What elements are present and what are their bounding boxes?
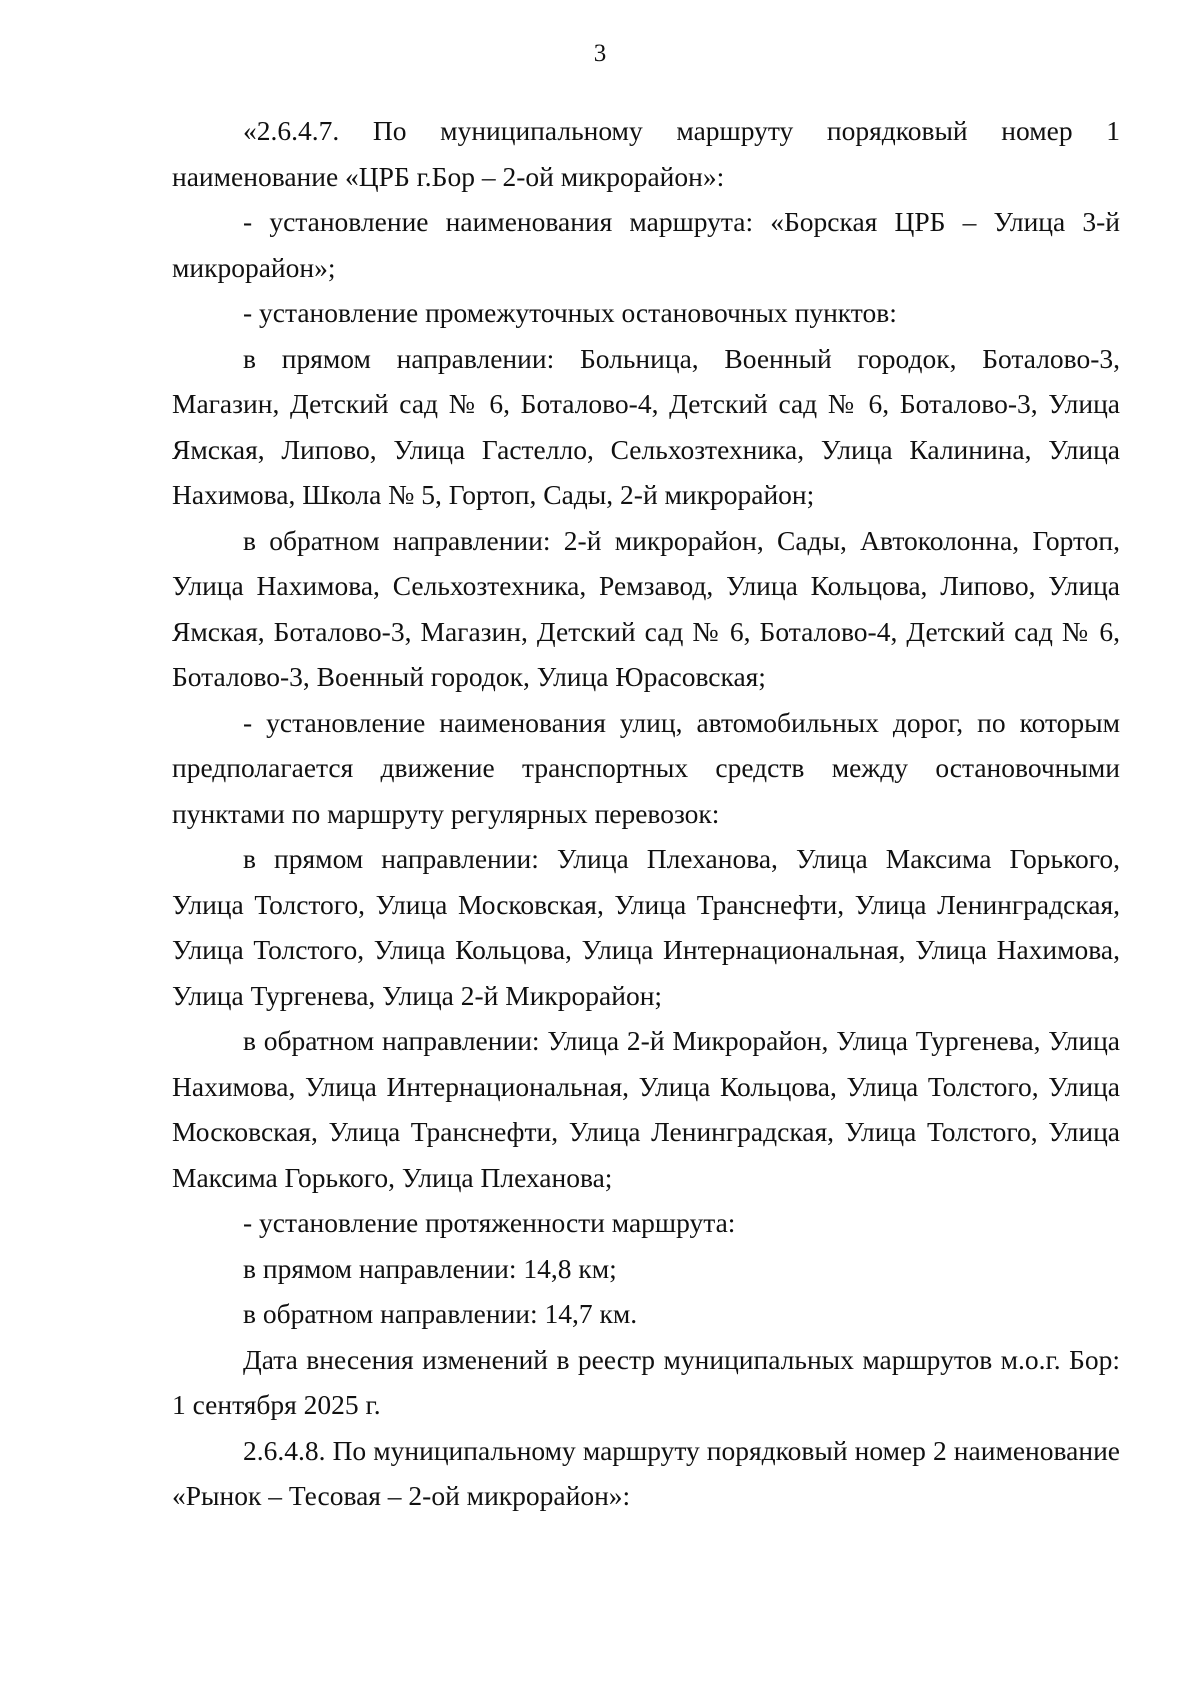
document-body (172, 108, 1120, 1519)
streets-backward: в обратном направлении: Улица 2-й Микрорайон, Улица Тургенева, Улица Нахимова, Улица Интернациональная, Улица Кольцова, Улица Толстого, Улица Московская, Улица Транснефти, Улица Ленинградская, Улица Толстого, Улица Максима Горького, Улица Плеханова; (172, 1025, 1120, 1193)
route-length-item: - установление протяженности маршрута: (243, 1207, 736, 1238)
stops-forward: в прямом направлении: Больница, Военный городок, Боталово-3, Магазин, Детский сад № 6, Боталово-4, Детский сад № 6, Боталово-3, Улица Ямская, Липово, Улица Гастелло, Сельхозтехника, Улица Калинина, Улица Нахимова, Школа № 5, Гортоп, Сады, 2-й микрорайон; (172, 342, 1120, 510)
streets-item: - установление наименования улиц, автомобильных дорог, по которым предполагается движение транспортных средств между остановочными пунктами по маршруту регулярных перевозок: (172, 706, 1120, 829)
section-2-6-4-7-heading: «2.6.4.7. По муниципальному маршруту порядковый номер 1 наименование «ЦРБ г.Бор – 2-ой микрорайон»: (172, 115, 1120, 192)
length-forward: в прямом направлении: 14,8 км; (243, 1252, 617, 1284)
intermediate-stops-item: - установление промежуточных остановочных пунктов: (243, 297, 897, 328)
streets-forward: в прямом направлении: Улица Плеханова, Улица Максима Горького, Улица Толстого, Улица Московская, Улица Транснефти, Улица Ленинградская, Улица Толстого, Улица Кольцова, Улица Интернациональная, Улица Нахимова, Улица Тургенева, Улица 2-й Микрорайон; (172, 843, 1120, 1011)
stops-backward: в обратном направлении: 2-й микрорайон, Сады, Автоколонна, Гортоп, Улица Нахимова, Сельхозтехника, Ремзавод, Улица Кольцова, Липово, Улица Ямская, Боталово-3, Магазин, Детский сад № 6, Боталово-4, Детский сад № 6, Боталово-3, Военный городок, Улица Юрасовская; (172, 524, 1120, 692)
route-name-item: - установление наименования маршрута: «Борская ЦРБ – Улица 3-й микрорайон»; (172, 206, 1120, 283)
section-2-6-4-8-heading: 2.6.4.8. По муниципальному маршруту порядковый номер 2 наименование «Рынок – Тесовая – 2-ой микрорайон»: (172, 1434, 1120, 1511)
length-backward: в обратном направлении: 14,7 км. (243, 1298, 638, 1329)
page-number: 3 (593, 40, 607, 67)
registry-change-date: Дата внесения изменений в реестр муниципальных маршрутов м.о.г. Бор: 1 сентября 2025 г. (172, 1343, 1120, 1420)
